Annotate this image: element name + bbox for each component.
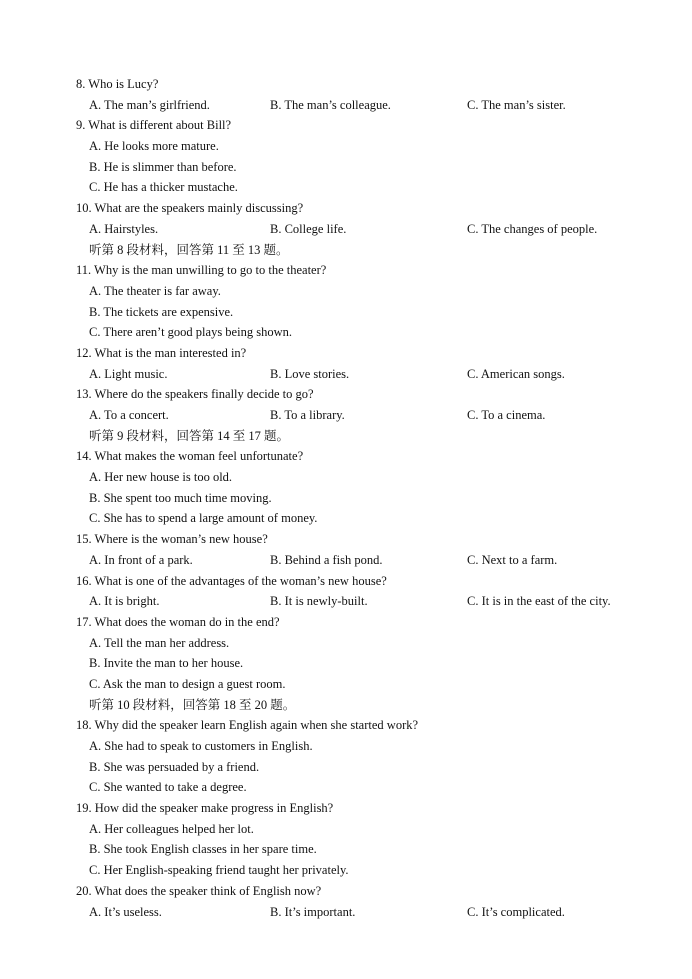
question-text: 14. What makes the woman feel unfortunate? (76, 449, 304, 464)
answer-option: C. Next to a farm. (467, 552, 558, 567)
option-line (0, 157, 692, 178)
question (0, 529, 692, 550)
option-line (0, 281, 692, 302)
option-line (0, 302, 692, 323)
option-line (0, 839, 692, 860)
option-row (0, 902, 692, 923)
answer-option: B. She spent too much time moving. (89, 490, 272, 505)
option-line (0, 736, 692, 757)
question (0, 446, 692, 467)
question (0, 343, 692, 364)
option-line (0, 819, 692, 840)
answer-option: B. The tickets are expensive. (89, 304, 234, 319)
question (0, 198, 692, 219)
option-row (0, 364, 692, 385)
question (0, 798, 692, 819)
option-row (0, 550, 692, 571)
answer-option: A. Hairstyles. (89, 221, 159, 236)
answer-option: B. She was persuaded by a friend. (89, 759, 260, 774)
answer-option: C. There aren’t good plays being shown. (89, 325, 292, 340)
option-line (0, 177, 692, 198)
answer-option: A. It’s useless. (89, 904, 162, 919)
answer-option: C. He has a thicker mustache. (89, 180, 238, 195)
question (0, 571, 692, 592)
question-text: 11. Why is the man unwilling to go to the theater? (76, 263, 327, 278)
answer-option: C. It is in the east of the city. (467, 594, 611, 609)
question (0, 715, 692, 736)
answer-option: C. The changes of people. (467, 221, 598, 236)
question (0, 881, 692, 902)
section-instruction-text: 听第 8 段材料，回答第 11 至 13 题。 (89, 242, 289, 257)
section-instruction-text: 听第 10 段材料，回答第 18 至 20 题。 (89, 697, 296, 712)
question-text: 16. What is one of the advantages of the woman’s new house? (76, 573, 387, 588)
question-text: 8. Who is Lucy? (76, 77, 159, 91)
question (0, 260, 692, 281)
answer-option: A. It is bright. (89, 594, 160, 609)
answer-option: A. The man’s girlfriend. (89, 97, 210, 112)
answer-option: B. Invite the man to her house. (89, 656, 244, 671)
option-line (0, 136, 692, 157)
answer-option: B. Behind a fish pond. (270, 552, 383, 567)
option-row (0, 95, 692, 116)
option-line (0, 860, 692, 881)
option-line (0, 488, 692, 509)
question (0, 74, 692, 95)
answer-option: C. To a cinema. (467, 408, 546, 422)
option-line (0, 467, 692, 488)
question (0, 612, 692, 633)
answer-option: A. She had to speak to customers in English. (89, 739, 313, 753)
answer-option: B. Love stories. (270, 366, 350, 381)
answer-option: C. American songs. (467, 366, 565, 381)
option-line (0, 633, 692, 654)
question-text: 15. Where is the woman’s new house? (76, 532, 268, 547)
option-line (0, 777, 692, 798)
answer-option: A. To a concert. (89, 408, 169, 422)
option-line (0, 322, 692, 343)
section-instruction (0, 426, 692, 447)
question-text: 17. What does the woman do in the end? (76, 614, 280, 629)
answer-option: B. It’s important. (270, 904, 356, 919)
answer-option: B. She took English classes in her spare time. (89, 842, 317, 857)
question (0, 115, 692, 136)
answer-option: A. Light music. (89, 366, 168, 381)
question-text: 20. What does the speaker think of English now? (76, 883, 322, 898)
answer-option: A. In front of a park. (89, 552, 193, 567)
answer-option: B. He is slimmer than before. (89, 159, 237, 174)
answer-option: B. College life. (270, 221, 347, 236)
option-line (0, 653, 692, 674)
answer-option: B. It is newly-built. (270, 594, 368, 609)
exam-page (0, 74, 692, 922)
question-text: 9. What is different about Bill? (76, 118, 232, 133)
answer-option: C. Her English-speaking friend taught her privately. (89, 863, 349, 878)
question-text: 18. Why did the speaker learn English again when she started work? (76, 718, 419, 733)
answer-option: B. To a library. (270, 408, 345, 422)
answer-option: A. Her colleagues helped her lot. (89, 821, 254, 836)
answer-option: C. Ask the man to design a guest room. (89, 676, 286, 691)
answer-option: B. The man’s colleague. (270, 97, 391, 112)
question (0, 384, 692, 405)
answer-option: C. She has to spend a large amount of money. (89, 511, 318, 526)
answer-option: C. The man’s sister. (467, 97, 566, 112)
question-text: 19. How did the speaker make progress in English? (76, 801, 334, 816)
answer-option: A. The theater is far away. (89, 283, 221, 298)
option-row (0, 219, 692, 240)
question-text: 10. What are the speakers mainly discussing? (76, 201, 304, 216)
question-text: 12. What is the man interested in? (76, 345, 247, 360)
answer-option: A. Tell the man her address. (89, 635, 230, 650)
option-line (0, 508, 692, 529)
answer-option: A. Her new house is too old. (89, 470, 233, 485)
answer-option: C. She wanted to take a degree. (89, 780, 247, 795)
section-instruction (0, 695, 692, 716)
question-text: 13. Where do the speakers finally decide to go? (76, 387, 314, 402)
section-instruction-text: 听第 9 段材料，回答第 14 至 17 题。 (89, 428, 290, 443)
option-line (0, 674, 692, 695)
option-line (0, 757, 692, 778)
option-row (0, 405, 692, 426)
answer-option: A. He looks more mature. (89, 139, 219, 154)
section-instruction (0, 240, 692, 261)
option-row (0, 591, 692, 612)
answer-option: C. It’s complicated. (467, 904, 565, 919)
